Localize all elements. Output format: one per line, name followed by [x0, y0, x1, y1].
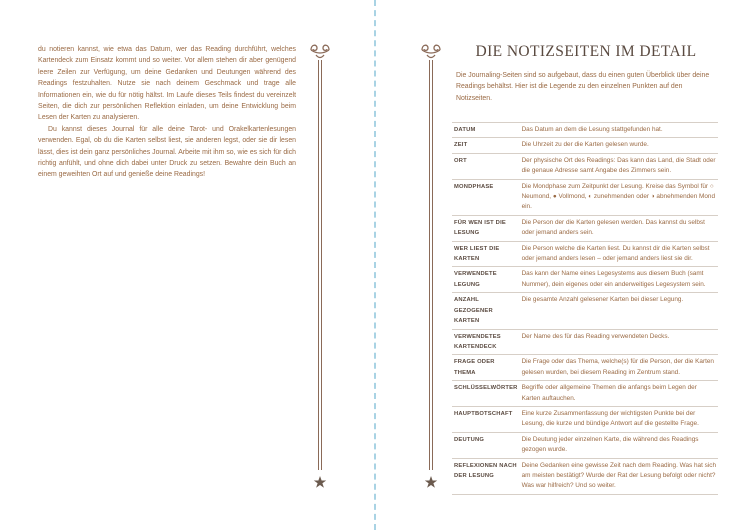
legend-description: Die Person welche die Karten liest. Du kannst dir die Karten selbst oder jemand anders lesen – oder jemand anders liest sie dir.	[520, 241, 718, 267]
star-icon	[314, 476, 326, 488]
legend-description: Die Person der die Karten gelesen werden. Das kannst du selbst oder jemand anders sein.	[520, 215, 718, 241]
legend-row	[452, 215, 718, 241]
legend-row	[452, 138, 718, 153]
legend-row	[452, 329, 718, 355]
left-body-text	[38, 44, 296, 181]
legend-term: REFLEXIONEN NACH DER LESUNG	[452, 458, 520, 494]
legend-term: HAUPTBOTSCHAFT	[452, 406, 520, 432]
legend-description: Das Datum an dem die Lesung stattgefunden hat.	[520, 123, 718, 138]
scroll-ornament-icon	[416, 40, 446, 490]
legend-row	[452, 406, 718, 432]
legend-description: Die Deutung jeder einzelnen Karte, die während des Readings gezogen wurde.	[520, 432, 718, 458]
legend-description: Die Frage oder das Thema, welche(s) für die Person, der die Karten gelesen wurden, bei diesem Reading im Zentrum stand.	[520, 355, 718, 381]
legend-description: Deine Gedanken eine gewisse Zeit nach dem Reading. Was hat sich am meisten bestätigt? Wurde der Rat der Lesung befolgt oder nicht? Was war hilfreich? Und so weiter.	[520, 458, 718, 494]
legend-term: VERWENDETES KARTENDECK	[452, 329, 520, 355]
intro-text: Die Journaling-Seiten sind so aufgebaut, dass du einen guten Überblick über deine Readings behältst. Hier ist die Legende zu den einzelnen Punkten auf den Notizseiten.	[456, 72, 710, 102]
legend-row	[452, 355, 718, 381]
legend-term: DEUTUNG	[452, 432, 520, 458]
legend-description: Die Uhrzeit zu der die Karten gelesen wurde.	[520, 138, 718, 153]
legend-row	[452, 267, 718, 293]
legend-row	[452, 153, 718, 179]
legend-term: FRAGE ODER THEMA	[452, 355, 520, 381]
legend-term: ORT	[452, 153, 520, 179]
page-fold-line	[374, 0, 376, 530]
legend-term: MONDPHASE	[452, 179, 520, 215]
legend-row	[452, 381, 718, 407]
legend-term: DATUM	[452, 123, 520, 138]
legend-description: Die Mondphase zum Zeitpunkt der Lesung. Kreise das Symbol für ○ Neumond, ● Vollmond, ◐ zunehmenden oder ◑ abnehmenden Mond ein.	[520, 179, 718, 215]
page-title: DIE NOTIZSEITEN IM DETAIL	[475, 43, 697, 60]
legend-term: VERWENDETE LEGUNG	[452, 267, 520, 293]
scroll-ornament-icon	[305, 40, 335, 490]
legend-term: ZEIT	[452, 138, 520, 153]
left-paragraph: Du kannst dieses Journal für alle deine Tarot- und Orakelkartenlesungen verwenden. Egal, ob du die Karten selbst liest, sie anderen legst, oder sie dir lesen lässt, dies ist dein ganz persönliches Journal. Arbeite mit ihm so, wie es sich für dich richtig anfühlt, und ohne dich dabei unter Druck zu setzen. Bewahre dein Buch an einem geweihten Ort auf und genieße deine Readings!	[38, 125, 296, 179]
legend-term: WER LIEST DIE KARTEN	[452, 241, 520, 267]
legend-term: FÜR WEN IST DIE LESUNG	[452, 215, 520, 241]
legend-row	[452, 458, 718, 494]
legend-description: Das kann der Name eines Legesystems aus diesem Buch (samt Nummer), dein eigenes oder ein anderweitiges Legesystem sein.	[520, 267, 718, 293]
right-ornament-rule	[416, 40, 446, 500]
star-icon	[425, 476, 437, 488]
left-paragraph: du notieren kannst, wie etwa das Datum, wer das Reading durchführt, welches Kartendeck zum Einsatz kommt und so weiter. Vor allem stehen dir aber genügend leere Zeilen zur Verfügung, um deine Gedanken und Deutungen während des Readings festzuhalten. Nutze sie nach deinem Geschmack und trage alle Informationen ein, wie du für nötig hältst. Im Laufe dieses Teils findest du vereinzelt Seiten, die dich zur persönlichen Reflektion einladen, um deine Entwicklung beim Lesen der Karten zu analysieren.	[38, 46, 296, 122]
legend-row	[452, 293, 718, 329]
legend-row	[452, 123, 718, 138]
legend-row	[452, 241, 718, 267]
legend-row	[452, 179, 718, 215]
legend-description: Die gesamte Anzahl gelesener Karten bei dieser Legung.	[520, 293, 718, 329]
legend-description: Der Name des für das Reading verwendeten Decks.	[520, 329, 718, 355]
left-ornament-rule	[305, 40, 335, 500]
legend-description: Eine kurze Zusammenfassung der wichtigsten Punkte bei der Lesung, die kurze und bündige Antwort auf die gestellte Frage.	[520, 406, 718, 432]
legend-table	[452, 122, 718, 495]
legend-description: Der physische Ort des Readings: Das kann das Land, die Stadt oder die genaue Adresse samt Angabe des Zimmers sein.	[520, 153, 718, 179]
legend-description: Begriffe oder allgemeine Themen die anfangs beim Legen der Karten auftauchen.	[520, 381, 718, 407]
legend-term: ANZAHL GEZOGENER KARTEN	[452, 293, 520, 329]
legend-row	[452, 432, 718, 458]
legend-term: SCHLÜSSELWÖRTER	[452, 381, 520, 407]
